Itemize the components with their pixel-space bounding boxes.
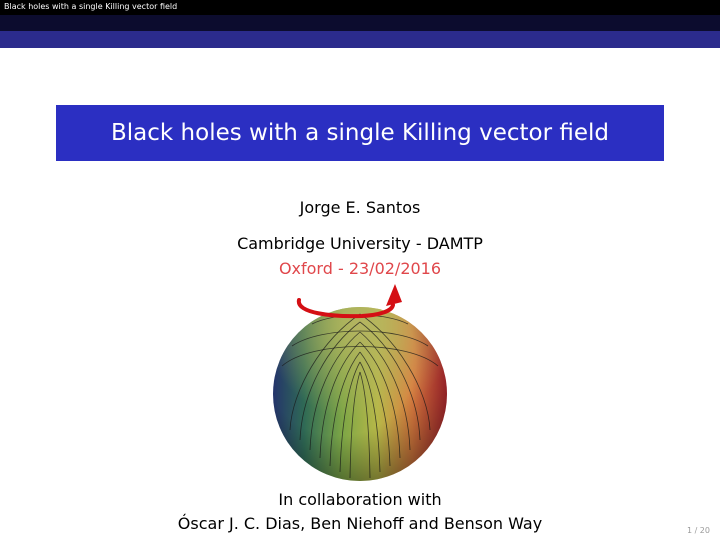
title-box (56, 105, 664, 161)
collaboration-label: In collaboration with (278, 490, 442, 509)
running-title: Black holes with a single Killing vector field (4, 2, 178, 11)
date: Oxford - 23/02/2016 (278, 259, 442, 278)
institute: Cambridge University - DAMTP (237, 234, 483, 253)
header-band-blue (0, 31, 720, 48)
header-bar (0, 0, 720, 15)
author: Jorge E. Santos (299, 198, 421, 217)
rotation-arrowhead-icon (386, 284, 402, 306)
header-band-dark (0, 15, 720, 31)
sphere-shading (273, 307, 447, 481)
rotating-black-hole-figure (262, 280, 458, 484)
collaborators: Óscar J. C. Dias, Ben Niehoff and Benson Way (177, 514, 543, 533)
page-number: 1 / 20 (686, 526, 710, 535)
slide-title: Black holes with a single Killing vector field (111, 120, 609, 146)
